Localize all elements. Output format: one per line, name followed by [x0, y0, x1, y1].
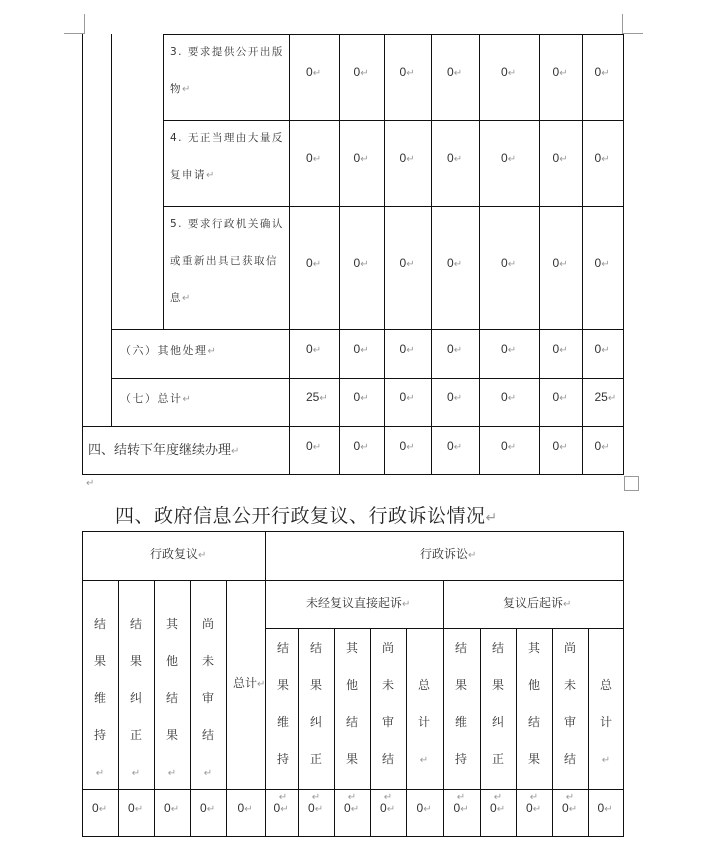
cell-value: 0↵: [552, 390, 568, 404]
cell-value: 0↵: [399, 390, 415, 404]
cell-value: 0↵: [164, 801, 180, 815]
after-review-column-header: 尚 未 审 结↵: [563, 641, 576, 803]
direct-suit-column-header: 结 果 维 持↵: [276, 641, 289, 803]
crop-mark: [64, 33, 84, 34]
cell-value: 0↵: [447, 342, 463, 356]
cell-value: 0↵: [306, 65, 322, 79]
header-direct-suit: 未经复议直接起诉↵: [306, 596, 411, 610]
cell-value: 0↵: [501, 390, 517, 404]
cell-value: 0↵: [501, 256, 517, 270]
row-label: 四、结转下年度继续办理↵: [88, 443, 240, 458]
cell-value: 0↵: [594, 256, 610, 270]
review-column-header: 其 他 结 果↵: [165, 617, 178, 779]
crop-mark: [84, 14, 85, 34]
cell-value: 0↵: [380, 801, 396, 815]
cell-value: 0↵: [416, 801, 432, 815]
cell-value: 0↵: [552, 65, 568, 79]
review-column-header: 结 果 纠 正↵: [129, 617, 142, 779]
cell-value: 0↵: [306, 342, 322, 356]
cell-value: 0↵: [399, 65, 415, 79]
cell-value: 0↵: [399, 342, 415, 356]
review-column-header: 尚 未 审 结↵: [201, 617, 214, 779]
cell-value: 0↵: [447, 256, 463, 270]
crop-mark: [623, 33, 643, 34]
cell-value: 0↵: [501, 439, 517, 453]
cell-value: 0↵: [562, 801, 578, 815]
cell-value: 0↵: [447, 65, 463, 79]
cell-value: 0↵: [552, 151, 568, 165]
cell-value: 0↵: [353, 256, 369, 270]
crop-mark: [622, 14, 623, 34]
cell-value: 0↵: [501, 342, 517, 356]
table-end-marker: [624, 476, 639, 491]
cell-value: 0↵: [399, 151, 415, 165]
cell-value: 25↵: [594, 390, 617, 404]
cell-value: 0↵: [399, 439, 415, 453]
cell-value: 0↵: [308, 801, 324, 815]
header-after-review-suit: 复议后起诉↵: [503, 596, 572, 610]
cell-value: 0↵: [128, 801, 144, 815]
cell-value: 0↵: [453, 801, 469, 815]
header-review-total: 总计↵: [233, 676, 266, 690]
cell-value: 0↵: [92, 801, 108, 815]
cell-value: 0↵: [597, 801, 613, 815]
cell-value: 0↵: [306, 256, 322, 270]
cell-value: 0↵: [353, 151, 369, 165]
cell-value: 0↵: [344, 801, 360, 815]
cell-value: 0↵: [306, 439, 322, 453]
after-review-column-header: 其 他 结 果↵: [527, 641, 540, 803]
cell-value: 0↵: [501, 65, 517, 79]
cell-value: 0↵: [490, 801, 506, 815]
review-column-header: 结 果 维 持↵: [93, 617, 106, 779]
row-label: （七）总计↵: [120, 392, 193, 405]
cell-value: 0↵: [594, 65, 610, 79]
cell-value: 0↵: [501, 151, 517, 165]
row-label: 3. 要求提供公开出版 物↵: [170, 46, 284, 95]
row-label: 4. 无正当理由大量反 复申请↵: [170, 132, 284, 181]
direct-suit-column-header: 总 计↵: [417, 678, 430, 766]
cell-value: 0↵: [552, 439, 568, 453]
cell-value: 0↵: [447, 390, 463, 404]
after-review-column-header: 结 果 纠 正↵: [491, 641, 504, 803]
cell-value: 0↵: [306, 151, 322, 165]
cell-value: 0↵: [526, 801, 542, 815]
header-admin-litigation: 行政诉讼↵: [420, 547, 477, 561]
cell-value: 0↵: [594, 151, 610, 165]
cell-value: 0↵: [200, 801, 216, 815]
row-label: 5. 要求行政机关确认 或重新出具已获取信 息↵: [170, 218, 284, 304]
cell-value: 0↵: [353, 65, 369, 79]
after-review-column-header: 结 果 维 持↵: [454, 641, 467, 803]
cell-value: 0↵: [399, 256, 415, 270]
paragraph-mark: ↵: [86, 478, 95, 489]
cell-value: 0↵: [552, 342, 568, 356]
section-heading: 四、政府信息公开行政复议、行政诉讼情况↵: [115, 505, 498, 527]
cell-value: 0↵: [447, 151, 463, 165]
cell-value: 0↵: [353, 342, 369, 356]
cell-value: 0↵: [353, 390, 369, 404]
direct-suit-column-header: 结 果 纠 正↵: [309, 641, 322, 803]
cell-value: 0↵: [273, 801, 289, 815]
header-admin-review: 行政复议↵: [150, 547, 207, 561]
cell-value: 0↵: [353, 439, 369, 453]
cell-value: 0↵: [552, 256, 568, 270]
row-label: （六）其他处理↵: [120, 344, 218, 357]
direct-suit-column-header: 尚 未 审 结↵: [381, 641, 394, 803]
direct-suit-column-header: 其 他 结 果↵: [345, 641, 358, 803]
cell-value: 0↵: [594, 342, 610, 356]
cell-value: 0↵: [594, 439, 610, 453]
after-review-column-header: 总 计↵: [599, 678, 612, 766]
cell-value: 0↵: [447, 439, 463, 453]
cell-value: 25↵: [306, 390, 328, 404]
cell-value: 0↵: [237, 801, 253, 815]
